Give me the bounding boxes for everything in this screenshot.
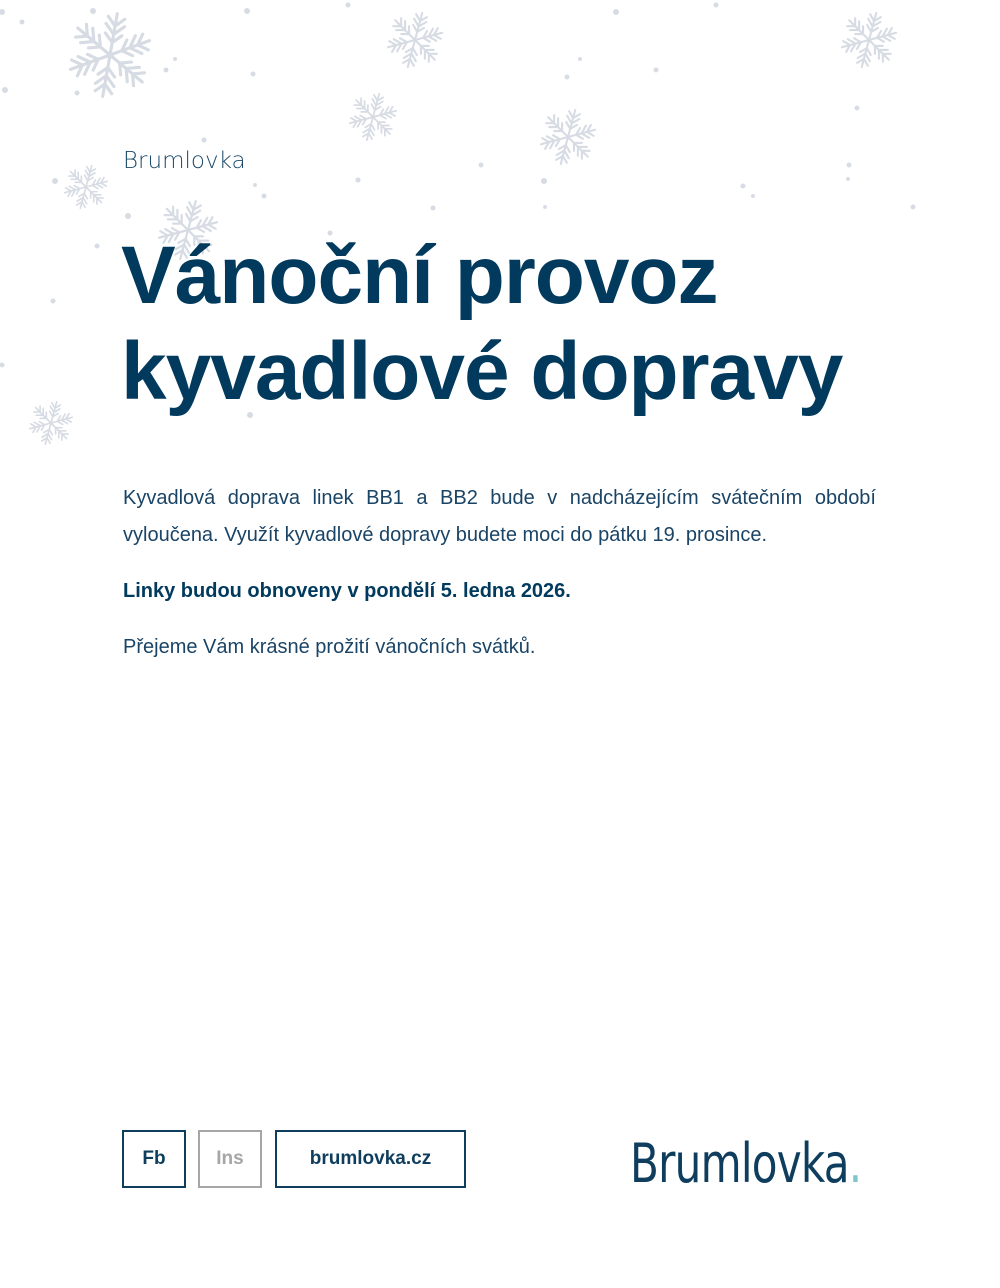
snowflake-icon: [835, 6, 902, 74]
logo-text: Brumlovka: [630, 1132, 849, 1195]
paragraph-greeting: Přejeme Vám krásné prožití vánočních svátků.: [123, 636, 536, 658]
page-title: [121, 228, 842, 420]
snowflake-icon: [25, 396, 78, 450]
facebook-button[interactable]: Fb: [122, 1130, 186, 1188]
paragraph-resume-date: Linky budou obnoveny v pondělí 5. ledna 2026.: [123, 580, 571, 602]
snowflake-icon: [381, 6, 448, 74]
website-button[interactable]: brumlovka.cz: [275, 1130, 466, 1188]
brumlovka-logo: [630, 1132, 861, 1195]
paragraph-info: Kyvadlová doprava linek BB1 a BB2 bude v nadcházejícím svátečním období vyloučena. Využít kyvadlové dopravy budete moci do pátku 19. prosince.: [123, 487, 876, 546]
title-line-2: kyvadlové dopravy: [121, 326, 843, 417]
brand-kicker: Brumlovka: [123, 148, 246, 174]
snowflake-icon: [60, 160, 113, 214]
title-line-1: Vánoční provoz: [121, 230, 718, 321]
snowflake-icon: [62, 7, 158, 104]
instagram-button[interactable]: Ins: [198, 1130, 262, 1188]
announcement-body: [123, 480, 876, 685]
snowflake-icon: [344, 88, 402, 147]
logo-dot: .: [848, 1132, 862, 1195]
snowflake-icon: [534, 103, 601, 171]
